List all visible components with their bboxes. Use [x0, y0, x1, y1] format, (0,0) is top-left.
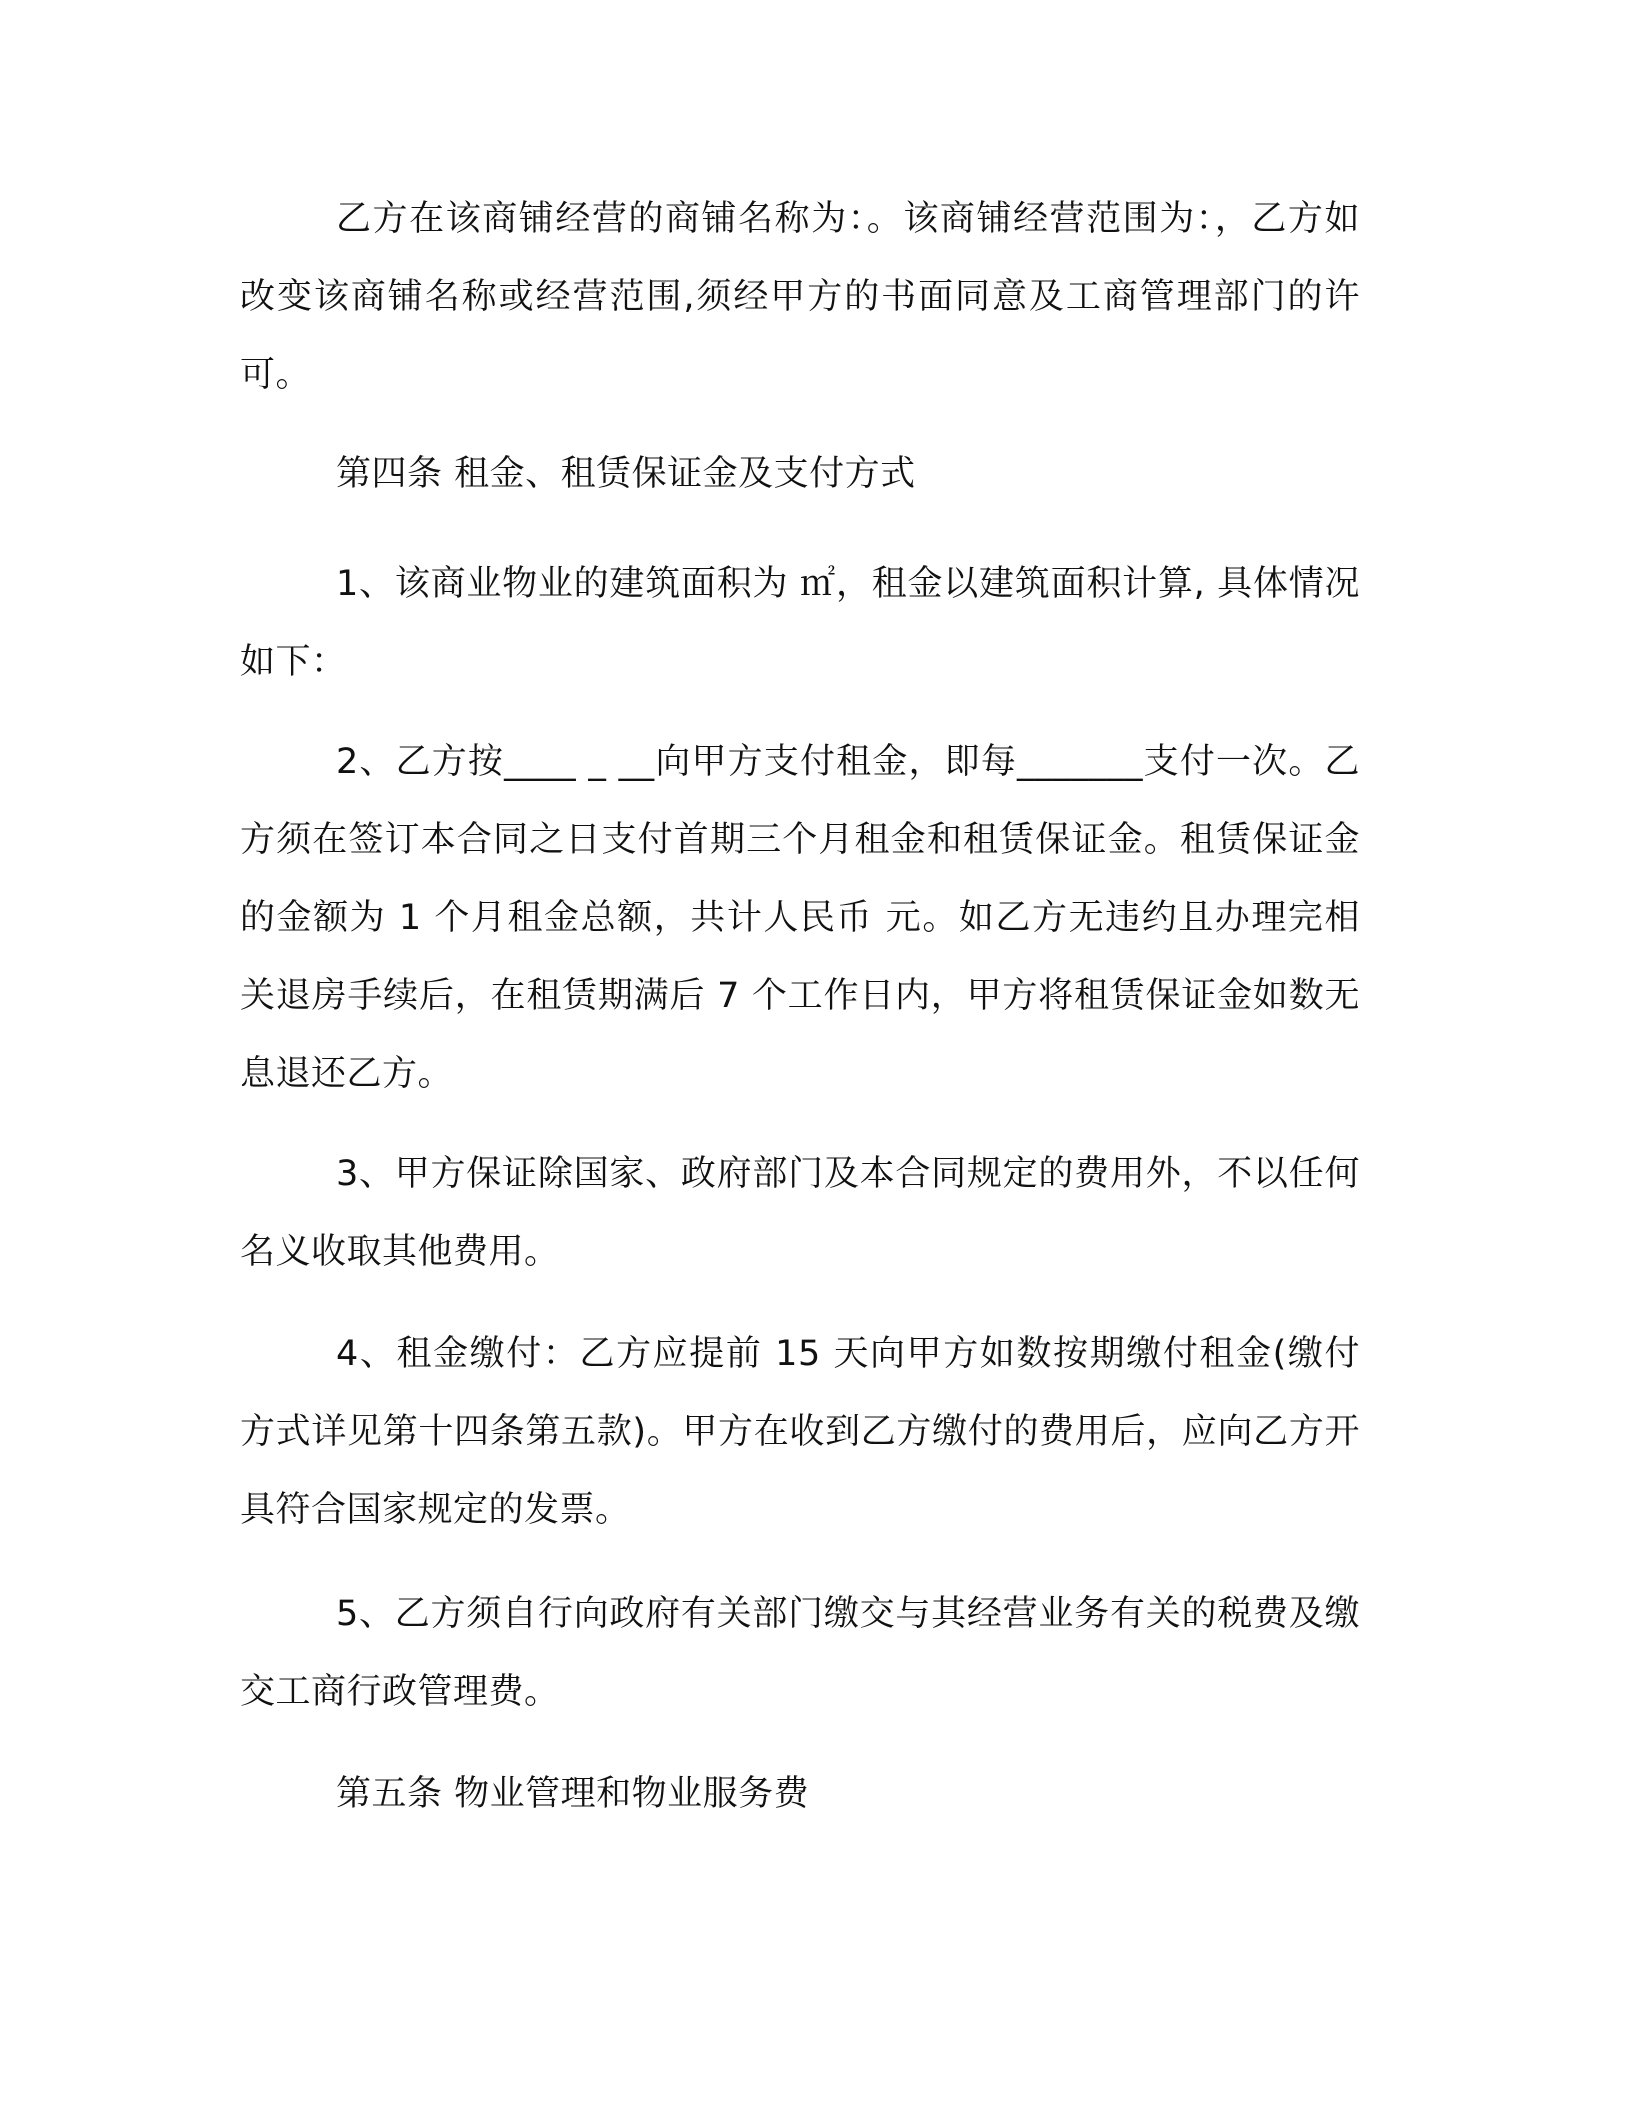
- paragraph-shop-name-scope: 乙方在该商铺经营的商铺名称为：。该商铺经营范围为：，乙方如改变该商铺名称或经营范围,须经甲方的书面同意及工商管理部门的许可。: [240, 199, 1360, 395]
- paragraph-clause-5: 5、乙方须自行向政府有关部门缴交与其经营业务有关的税费及缴交工商行政管理费。: [240, 1594, 1360, 1712]
- paragraph-clause-2: 2、乙方按____ _ __向甲方支付租金，即每_______支付一次。乙方须在签订本合同之日支付首期三个月租金和租赁保证金。租赁保证金的金额为 1 个月租金总额，共计人民币 元。如乙方无违约且办理完相关退房手续后，在租赁期满后 7 个工作日内，甲方将租赁保证金如数无息退还乙方。: [240, 742, 1360, 1094]
- section-heading-article-4: 第四条 租金、租赁保证金及支付方式: [336, 454, 916, 494]
- paragraph-clause-1: 1、该商业物业的建筑面积为 ㎡，租金以建筑面积计算, 具体情况如下：: [240, 564, 1360, 682]
- paragraph-clause-3: 3、甲方保证除国家、政府部门及本合同规定的费用外，不以任何名义收取其他费用。: [240, 1154, 1360, 1272]
- paragraph-clause-4: 4、租金缴付：乙方应提前 15 天向甲方如数按期缴付租金(缴付方式详见第十四条第五款)。甲方在收到乙方缴付的费用后，应向乙方开具符合国家规定的发票。: [240, 1334, 1360, 1530]
- section-heading-article-5: 第五条 物业管理和物业服务费: [336, 1774, 810, 1814]
